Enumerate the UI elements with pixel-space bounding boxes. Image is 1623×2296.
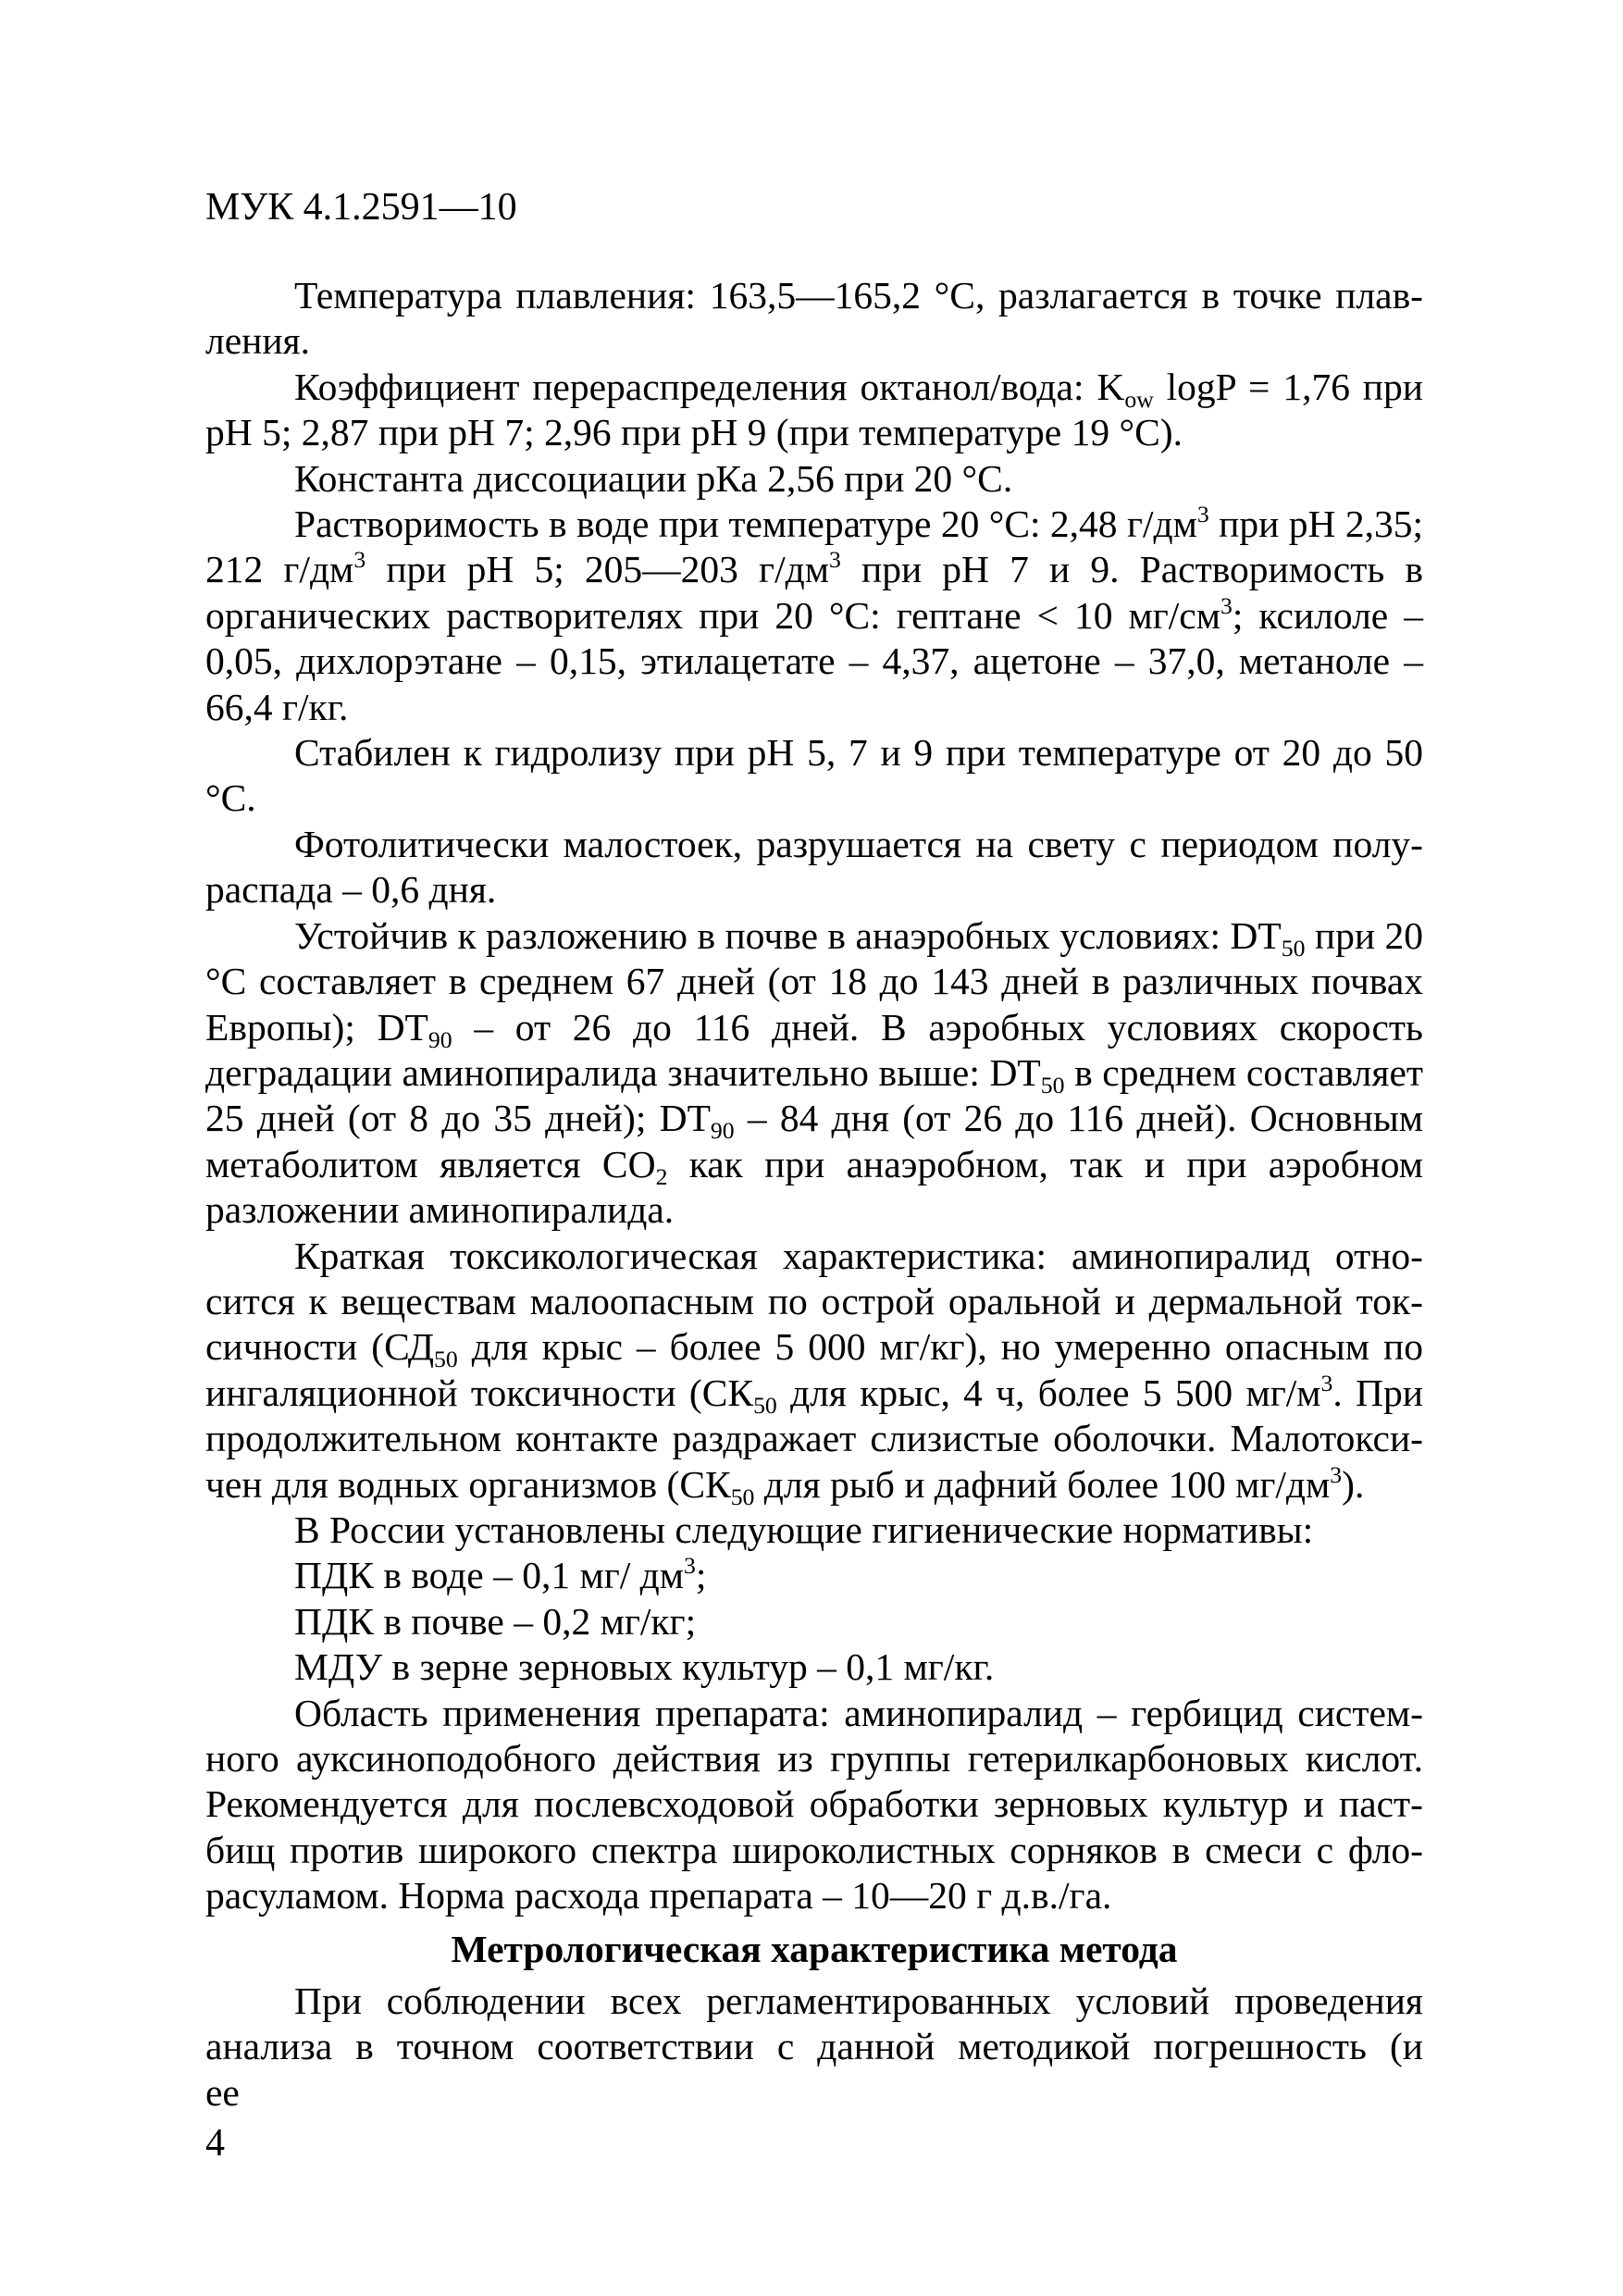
page-body [205, 273, 1423, 2116]
paragraph-solubility: Растворимость в воде при температуре 20 °С: 2,48 $г/дм^3$ при рН 2,35; 212 $г/дм^3$ при рН 5; 205—203 $г/дм^3$ при рН 7 и 9. Растворимость в органических растворителях при 20 °С: гептане < 10 $мг/см^3$; ксилоле – 0,05, дихлорэтане – 0,15, этилацетате – 4,37, ацетоне – 37,0, метаноле – 66,4 г/кг. [205, 501, 1423, 728]
paragraph-hygiene-standards: В России установлены следующие гигиенические нормативы: [294, 1508, 1314, 1551]
paragraph-metrology-intro: При соблюдении всех регламентированных условий проведения анализа в точном соответствии с данной методикой погрешность (и ее [205, 1980, 1423, 2114]
page-number: 4 [205, 2122, 225, 2165]
paragraph-mac-water: ПДК в воде – 0,1 мг/ $дм^3$; [294, 1552, 707, 1597]
paragraph-melting-point: Температура плавления: 163,5—165,2 °С, разлагается в точке плавления. [205, 274, 1423, 363]
paragraph-application-area: Область применения препарата: аминопиралид – гербицид системного ауксиноподобного действия из группы гетерилкарбоновых кислот. Рекомендуется для послевсходовой обработки зерновых культур и пастбищ против широкого спектра широколистных сорняков в смеси с флорасуламом. Норма расхода препарата – 10—20 г д.в./га. [205, 1691, 1423, 1917]
paragraph-mac-soil: ПДК в почве – 0,2 мг/кг; [294, 1599, 697, 1643]
paragraph-partition-coefficient: Коэффициент перераспределения октанол/вода: $K_{ow}$ logP = 1,76 при рН 5; 2,87 при рН 7; 2,96 при рН 9 (при температуре 19 °С). [205, 365, 1423, 454]
paragraph-soil-degradation: Устойчив к разложению в почве в анаэробных условиях: $DT_{50}$ при 20 °С составляет в среднем 67 дней (от 18 до 143 дней в различных почвах Европы); $DT_{90}$ – от 26 до 116 дней. В аэробных условиях скорость деградации аминопиралида значительно выше: $DT_{50}$ в среднем составляет 25 дней (от 8 до 35 дней); $DT_{90} - 84$ дня (от 26 до 116 дней). Основным метаболитом является $СО_2$ как при анаэробном, так и при аэробном разложении аминопиралида. [205, 913, 1424, 1232]
paragraph-toxicology: Краткая токсикологическая характеристика: аминопиралид относится к веществам малоопасным по острой оральной и дермальной токсичности ($СД_{50}$ для крыс – более 5 000 мг/кг), но умеренно опасным по ингаляционной токсичности ($СК_{50}$ для крыс, 4 ч, более 5 500 $мг/м^3$. При продолжительном контакте раздражает слизистые оболочки. Малотоксичен для водных организмов ($СК_{50}$ для рыб и дафний более 100 $мг/дм^3$). [205, 1234, 1424, 1510]
paragraph-mrl-grain: МДУ в зерне зерновых культур – 0,1 мг/кг. [294, 1645, 995, 1689]
paragraph-dissociation-constant: Константа диссоциации рКа 2,56 при 20 °С. [294, 456, 1013, 500]
section-heading: Метрологическая характеристика метода [451, 1927, 1178, 1970]
document-code-header: МУК 4.1.2591—10 [205, 186, 517, 229]
paragraph-hydrolysis-stability: Стабилен к гидролизу при рН 5, 7 и 9 при температуре от 20 до 50 °С. [205, 731, 1423, 820]
paragraph-photolysis: Фотолитически малостоек, разрушается на свету с периодом полураспада – 0,6 дня. [205, 822, 1423, 912]
